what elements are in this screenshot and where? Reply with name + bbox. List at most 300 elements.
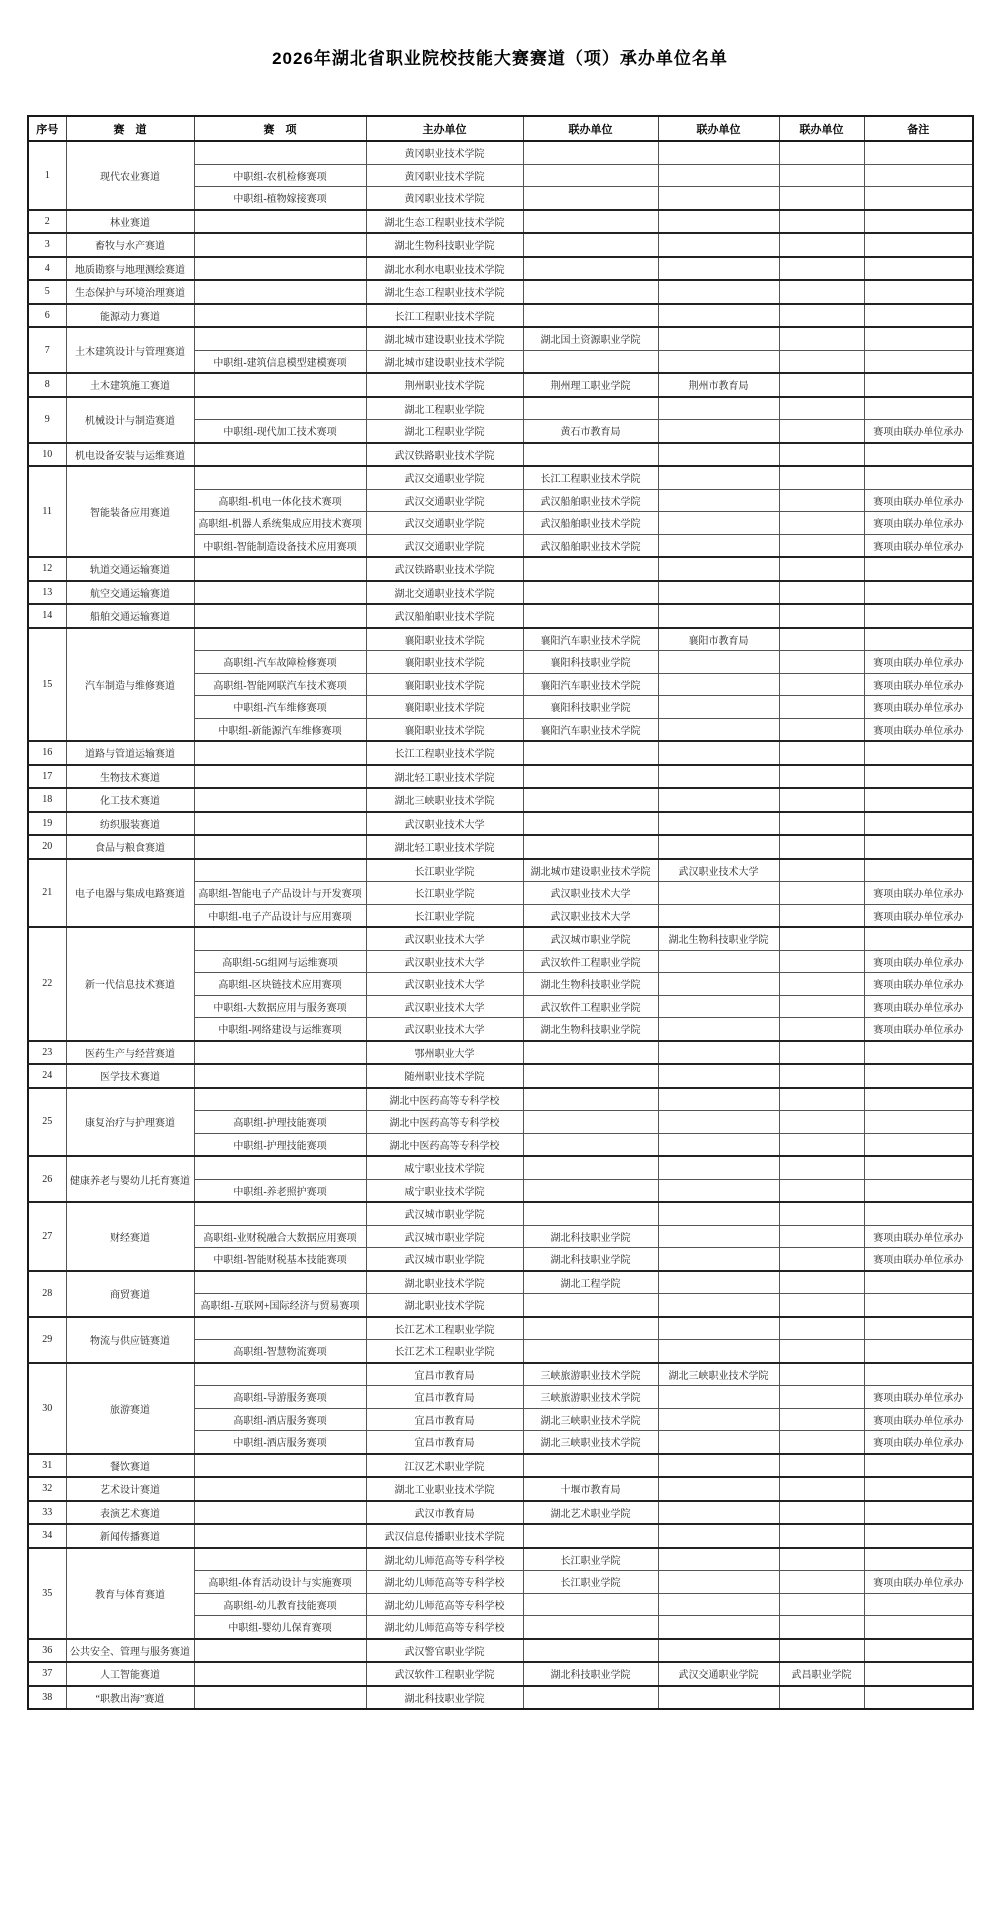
note-cell: 赛项由联办单位承办 (864, 1431, 973, 1454)
seq-cell: 7 (28, 327, 66, 373)
co-org-cell-1: 黄石市教育局 (523, 420, 658, 443)
host-org-cell: 武汉城市职业学院 (366, 1248, 523, 1271)
co-org-cell-3 (779, 557, 864, 581)
co-org-cell-3 (779, 628, 864, 651)
host-org-cell: 随州职业技术学院 (366, 1064, 523, 1088)
note-cell (864, 257, 973, 281)
event-cell: 高职组-区块链技术应用赛项 (194, 973, 366, 996)
host-org-cell: 长江工程职业技术学院 (366, 304, 523, 328)
co-org-cell-3 (779, 1616, 864, 1639)
note-cell (864, 581, 973, 605)
note-cell: 赛项由联办单位承办 (864, 950, 973, 973)
co-org-cell-3 (779, 1593, 864, 1616)
table-row (28, 1202, 973, 1225)
host-org-cell: 湖北工业职业技术学院 (366, 1477, 523, 1501)
co-org-cell-1: 襄阳汽车职业技术学院 (523, 673, 658, 696)
event-cell: 中职组-大数据应用与服务赛项 (194, 995, 366, 1018)
host-org-cell: 襄阳职业技术学院 (366, 696, 523, 719)
table-row (28, 233, 973, 257)
note-cell: 赛项由联办单位承办 (864, 534, 973, 557)
note-cell (864, 765, 973, 789)
event-cell (194, 397, 366, 420)
co-org-cell-3 (779, 1386, 864, 1409)
co-org-cell-3 (779, 1248, 864, 1271)
event-cell (194, 1363, 366, 1386)
co-org-cell-1: 武汉船舶职业技术学院 (523, 534, 658, 557)
co-org-cell-2 (658, 904, 779, 927)
host-org-cell: 咸宁职业技术学院 (366, 1179, 523, 1202)
seq-cell: 32 (28, 1477, 66, 1501)
co-org-cell-2 (658, 257, 779, 281)
table-row (28, 443, 973, 467)
co-org-cell-3 (779, 1477, 864, 1501)
co-org-cell-1: 长江职业学院 (523, 1571, 658, 1594)
co-org-cell-2 (658, 1225, 779, 1248)
co-org-cell-2 (658, 164, 779, 187)
co-org-cell-1 (523, 1156, 658, 1179)
note-cell (864, 1363, 973, 1386)
event-cell (194, 1477, 366, 1501)
seq-cell: 30 (28, 1363, 66, 1454)
seq-cell: 33 (28, 1501, 66, 1525)
co-org-cell-3 (779, 466, 864, 489)
event-cell: 高职组-互联网+国际经济与贸易赛项 (194, 1294, 366, 1317)
event-cell (194, 835, 366, 859)
host-org-cell: 湖北工程职业学院 (366, 397, 523, 420)
co-org-cell-3 (779, 1041, 864, 1065)
seq-cell: 22 (28, 927, 66, 1041)
note-cell: 赛项由联办单位承办 (864, 420, 973, 443)
host-org-cell: 湖北中医药高等专科学校 (366, 1088, 523, 1111)
note-cell (864, 1593, 973, 1616)
co-org-cell-3 (779, 1088, 864, 1111)
event-cell (194, 859, 366, 882)
co-org-cell-1: 荆州理工职业学院 (523, 373, 658, 397)
track-cell: 地质勘察与地理测绘赛道 (66, 257, 194, 281)
co-org-cell-1: 湖北生物科技职业学院 (523, 1018, 658, 1041)
competition-table (27, 115, 974, 1710)
column-header-7: 备注 (864, 116, 973, 141)
co-org-cell-3 (779, 443, 864, 467)
co-org-cell-2 (658, 1294, 779, 1317)
table-header-row (28, 116, 973, 141)
seq-cell: 8 (28, 373, 66, 397)
note-cell: 赛项由联办单位承办 (864, 973, 973, 996)
note-cell (864, 280, 973, 304)
host-org-cell: 湖北三峡职业技术学院 (366, 788, 523, 812)
co-org-cell-2 (658, 1454, 779, 1478)
note-cell: 赛项由联办单位承办 (864, 904, 973, 927)
host-org-cell: 武汉船舶职业技术学院 (366, 604, 523, 628)
co-org-cell-2 (658, 534, 779, 557)
table-row (28, 304, 973, 328)
co-org-cell-2: 湖北生物科技职业学院 (658, 927, 779, 950)
co-org-cell-2 (658, 1088, 779, 1111)
co-org-cell-3 (779, 304, 864, 328)
co-org-cell-2: 荆州市教育局 (658, 373, 779, 397)
seq-cell: 27 (28, 1202, 66, 1271)
co-org-cell-2: 武汉交通职业学院 (658, 1662, 779, 1686)
co-org-cell-3 (779, 859, 864, 882)
host-org-cell: 咸宁职业技术学院 (366, 1156, 523, 1179)
co-org-cell-2 (658, 1571, 779, 1594)
event-cell (194, 1202, 366, 1225)
seq-cell: 28 (28, 1271, 66, 1317)
co-org-cell-3: 武昌职业学院 (779, 1662, 864, 1686)
note-cell (864, 927, 973, 950)
event-cell: 中职组-养老照护赛项 (194, 1179, 366, 1202)
table-row (28, 1088, 973, 1111)
co-org-cell-1 (523, 210, 658, 234)
note-cell (864, 1111, 973, 1134)
event-cell (194, 1548, 366, 1571)
note-cell: 赛项由联办单位承办 (864, 882, 973, 905)
co-org-cell-2 (658, 673, 779, 696)
seq-cell: 24 (28, 1064, 66, 1088)
event-cell (194, 1088, 366, 1111)
host-org-cell: 长江职业学院 (366, 859, 523, 882)
track-cell: 纺织服装赛道 (66, 812, 194, 836)
co-org-cell-3 (779, 1501, 864, 1525)
host-org-cell: 武汉城市职业学院 (366, 1225, 523, 1248)
co-org-cell-1 (523, 141, 658, 164)
note-cell (864, 628, 973, 651)
event-cell (194, 741, 366, 765)
note-cell (864, 304, 973, 328)
host-org-cell: 长江艺术工程职业学院 (366, 1317, 523, 1340)
host-org-cell: 湖北工程职业学院 (366, 420, 523, 443)
seq-cell: 34 (28, 1524, 66, 1548)
host-org-cell: 宜昌市教育局 (366, 1408, 523, 1431)
event-cell: 中职组-酒店服务赛项 (194, 1431, 366, 1454)
event-cell: 高职组-体育活动设计与实施赛项 (194, 1571, 366, 1594)
note-cell (864, 788, 973, 812)
co-org-cell-3 (779, 187, 864, 210)
event-cell: 高职组-汽车故障检修赛项 (194, 651, 366, 674)
event-cell (194, 233, 366, 257)
co-org-cell-3 (779, 1064, 864, 1088)
host-org-cell: 武汉交通职业学院 (366, 534, 523, 557)
note-cell: 赛项由联办单位承办 (864, 1018, 973, 1041)
table-row (28, 835, 973, 859)
co-org-cell-3 (779, 927, 864, 950)
co-org-cell-3 (779, 1454, 864, 1478)
host-org-cell: 武汉铁路职业技术学院 (366, 557, 523, 581)
track-cell: 道路与管道运输赛道 (66, 741, 194, 765)
co-org-cell-1 (523, 1524, 658, 1548)
host-org-cell: 襄阳职业技术学院 (366, 718, 523, 741)
host-org-cell: 武汉城市职业学院 (366, 1202, 523, 1225)
event-cell: 高职组-智慧物流赛项 (194, 1340, 366, 1363)
track-cell: 医学技术赛道 (66, 1064, 194, 1088)
note-cell (864, 1064, 973, 1088)
table-row (28, 210, 973, 234)
co-org-cell-1 (523, 187, 658, 210)
note-cell: 赛项由联办单位承办 (864, 1408, 973, 1431)
table-row (28, 1271, 973, 1294)
note-cell (864, 859, 973, 882)
co-org-cell-2 (658, 443, 779, 467)
table-row (28, 1501, 973, 1525)
co-org-cell-2 (658, 1133, 779, 1156)
co-org-cell-1 (523, 1616, 658, 1639)
co-org-cell-3 (779, 233, 864, 257)
table-row (28, 1454, 973, 1478)
event-cell (194, 1271, 366, 1294)
host-org-cell: 长江工程职业技术学院 (366, 741, 523, 765)
co-org-cell-3 (779, 1431, 864, 1454)
table-row (28, 1686, 973, 1710)
event-cell (194, 1041, 366, 1065)
host-org-cell: 长江艺术工程职业学院 (366, 1340, 523, 1363)
host-org-cell: 襄阳职业技术学院 (366, 651, 523, 674)
host-org-cell: 武汉交通职业学院 (366, 489, 523, 512)
column-header-0: 序号 (28, 116, 66, 141)
seq-cell: 38 (28, 1686, 66, 1710)
column-header-1: 赛 道 (66, 116, 194, 141)
seq-cell: 9 (28, 397, 66, 443)
host-org-cell: 武汉信息传播职业技术学院 (366, 1524, 523, 1548)
table-row (28, 1524, 973, 1548)
host-org-cell: 长江职业学院 (366, 904, 523, 927)
table-row (28, 604, 973, 628)
co-org-cell-3 (779, 373, 864, 397)
co-org-cell-1 (523, 443, 658, 467)
note-cell (864, 1639, 973, 1663)
table-row (28, 1363, 973, 1386)
host-org-cell: 湖北生态工程职业技术学院 (366, 280, 523, 304)
note-cell (864, 233, 973, 257)
column-header-2: 赛 项 (194, 116, 366, 141)
track-cell: 轨道交通运输赛道 (66, 557, 194, 581)
event-cell (194, 812, 366, 836)
co-org-cell-1 (523, 1639, 658, 1663)
table-row (28, 466, 973, 489)
table-row (28, 116, 973, 141)
track-cell: 船舶交通运输赛道 (66, 604, 194, 628)
co-org-cell-1 (523, 1202, 658, 1225)
event-cell (194, 1064, 366, 1088)
co-org-cell-3 (779, 280, 864, 304)
co-org-cell-1: 湖北科技职业学院 (523, 1225, 658, 1248)
table-row (28, 1477, 973, 1501)
co-org-cell-1 (523, 233, 658, 257)
host-org-cell: 武汉交通职业学院 (366, 512, 523, 535)
co-org-cell-2 (658, 187, 779, 210)
event-cell (194, 581, 366, 605)
table-row (28, 280, 973, 304)
host-org-cell: 湖北幼儿师范高等专科学校 (366, 1571, 523, 1594)
co-org-cell-1: 武汉船舶职业技术学院 (523, 489, 658, 512)
event-cell (194, 257, 366, 281)
co-org-cell-3 (779, 1202, 864, 1225)
co-org-cell-1: 三峡旅游职业技术学院 (523, 1363, 658, 1386)
co-org-cell-3 (779, 1571, 864, 1594)
table-row (28, 628, 973, 651)
seq-cell: 23 (28, 1041, 66, 1065)
seq-cell: 2 (28, 210, 66, 234)
host-org-cell: 武汉交通职业学院 (366, 466, 523, 489)
co-org-cell-3 (779, 397, 864, 420)
co-org-cell-1 (523, 741, 658, 765)
event-cell (194, 927, 366, 950)
event-cell (194, 1156, 366, 1179)
event-cell (194, 443, 366, 467)
co-org-cell-2 (658, 950, 779, 973)
table-row (28, 257, 973, 281)
co-org-cell-2 (658, 466, 779, 489)
seq-cell: 19 (28, 812, 66, 836)
track-cell: 机电设备安装与运维赛道 (66, 443, 194, 467)
event-cell (194, 557, 366, 581)
event-cell: 高职组-护理技能赛项 (194, 1111, 366, 1134)
co-org-cell-2 (658, 350, 779, 373)
track-cell: 现代农业赛道 (66, 141, 194, 210)
host-org-cell: 武汉职业技术大学 (366, 950, 523, 973)
event-cell: 高职组-5G组网与运维赛项 (194, 950, 366, 973)
note-cell (864, 1662, 973, 1686)
note-cell (864, 466, 973, 489)
host-org-cell: 宜昌市教育局 (366, 1363, 523, 1386)
host-org-cell: 武汉职业技术大学 (366, 812, 523, 836)
co-org-cell-3 (779, 1111, 864, 1134)
note-cell (864, 1501, 973, 1525)
note-cell (864, 141, 973, 164)
note-cell (864, 1548, 973, 1571)
track-cell: 健康养老与婴幼儿托育赛道 (66, 1156, 194, 1202)
co-org-cell-1: 湖北科技职业学院 (523, 1662, 658, 1686)
event-cell (194, 1639, 366, 1663)
event-cell: 高职组-导游服务赛项 (194, 1386, 366, 1409)
track-cell: 公共安全、管理与服务赛道 (66, 1639, 194, 1663)
track-cell: 物流与供应链赛道 (66, 1317, 194, 1363)
host-org-cell: 武汉职业技术大学 (366, 927, 523, 950)
note-cell (864, 1179, 973, 1202)
host-org-cell: 湖北科技职业学院 (366, 1686, 523, 1710)
co-org-cell-1 (523, 1686, 658, 1710)
co-org-cell-1 (523, 1294, 658, 1317)
note-cell: 赛项由联办单位承办 (864, 1386, 973, 1409)
track-cell: 人工智能赛道 (66, 1662, 194, 1686)
co-org-cell-3 (779, 765, 864, 789)
note-cell (864, 164, 973, 187)
note-cell: 赛项由联办单位承办 (864, 1248, 973, 1271)
table-row (28, 741, 973, 765)
co-org-cell-3 (779, 973, 864, 996)
co-org-cell-2 (658, 1340, 779, 1363)
event-cell: 高职组-智能电子产品设计与开发赛项 (194, 882, 366, 905)
co-org-cell-1 (523, 1111, 658, 1134)
co-org-cell-3 (779, 1686, 864, 1710)
table-row (28, 927, 973, 950)
event-cell (194, 210, 366, 234)
host-org-cell: 湖北交通职业技术学院 (366, 581, 523, 605)
note-cell (864, 557, 973, 581)
seq-cell: 6 (28, 304, 66, 328)
co-org-cell-1: 湖北城市建设职业技术学院 (523, 859, 658, 882)
event-cell (194, 1454, 366, 1478)
host-org-cell: 湖北城市建设职业技术学院 (366, 327, 523, 350)
co-org-cell-3 (779, 788, 864, 812)
co-org-cell-3 (779, 1340, 864, 1363)
co-org-cell-3 (779, 604, 864, 628)
co-org-cell-3 (779, 327, 864, 350)
co-org-cell-2: 湖北三峡职业技术学院 (658, 1363, 779, 1386)
co-org-cell-1: 武汉城市职业学院 (523, 927, 658, 950)
seq-cell: 17 (28, 765, 66, 789)
co-org-cell-2 (658, 420, 779, 443)
note-cell (864, 1524, 973, 1548)
event-cell: 中职组-新能源汽车维修赛项 (194, 718, 366, 741)
co-org-cell-1 (523, 1041, 658, 1065)
co-org-cell-1 (523, 765, 658, 789)
co-org-cell-2: 武汉职业技术大学 (658, 859, 779, 882)
co-org-cell-1: 湖北生物科技职业学院 (523, 973, 658, 996)
co-org-cell-3 (779, 534, 864, 557)
note-cell (864, 1294, 973, 1317)
event-cell (194, 466, 366, 489)
co-org-cell-1 (523, 1340, 658, 1363)
table-row (28, 1156, 973, 1179)
seq-cell: 14 (28, 604, 66, 628)
co-org-cell-3 (779, 904, 864, 927)
host-org-cell: 宜昌市教育局 (366, 1386, 523, 1409)
note-cell: 赛项由联办单位承办 (864, 1571, 973, 1594)
seq-cell: 35 (28, 1548, 66, 1639)
event-cell: 中职组-现代加工技术赛项 (194, 420, 366, 443)
column-header-6: 联办单位 (779, 116, 864, 141)
co-org-cell-2 (658, 581, 779, 605)
table-row (28, 141, 973, 164)
co-org-cell-1: 长江职业学院 (523, 1548, 658, 1571)
co-org-cell-3 (779, 882, 864, 905)
co-org-cell-2 (658, 1477, 779, 1501)
co-org-cell-1 (523, 1593, 658, 1616)
note-cell (864, 397, 973, 420)
host-org-cell: 湖北轻工职业技术学院 (366, 765, 523, 789)
co-org-cell-3 (779, 141, 864, 164)
event-cell: 高职组-酒店服务赛项 (194, 1408, 366, 1431)
seq-cell: 12 (28, 557, 66, 581)
note-cell (864, 835, 973, 859)
note-cell (864, 373, 973, 397)
co-org-cell-2 (658, 141, 779, 164)
event-cell: 中职组-植物嫁接赛项 (194, 187, 366, 210)
co-org-cell-1: 湖北工程学院 (523, 1271, 658, 1294)
note-cell: 赛项由联办单位承办 (864, 696, 973, 719)
seq-cell: 16 (28, 741, 66, 765)
co-org-cell-2 (658, 1408, 779, 1431)
track-cell: 航空交通运输赛道 (66, 581, 194, 605)
track-cell: 机械设计与制造赛道 (66, 397, 194, 443)
co-org-cell-3 (779, 581, 864, 605)
table-row (28, 788, 973, 812)
track-cell: 化工技术赛道 (66, 788, 194, 812)
co-org-cell-2 (658, 973, 779, 996)
co-org-cell-1 (523, 1133, 658, 1156)
seq-cell: 26 (28, 1156, 66, 1202)
seq-cell: 4 (28, 257, 66, 281)
co-org-cell-3 (779, 1133, 864, 1156)
track-cell: “职教出海”赛道 (66, 1686, 194, 1710)
seq-cell: 11 (28, 466, 66, 557)
note-cell (864, 1088, 973, 1111)
track-cell: 医药生产与经营赛道 (66, 1041, 194, 1065)
co-org-cell-3 (779, 1179, 864, 1202)
host-org-cell: 长江职业学院 (366, 882, 523, 905)
co-org-cell-1: 武汉软件工程职业学院 (523, 995, 658, 1018)
co-org-cell-3 (779, 673, 864, 696)
